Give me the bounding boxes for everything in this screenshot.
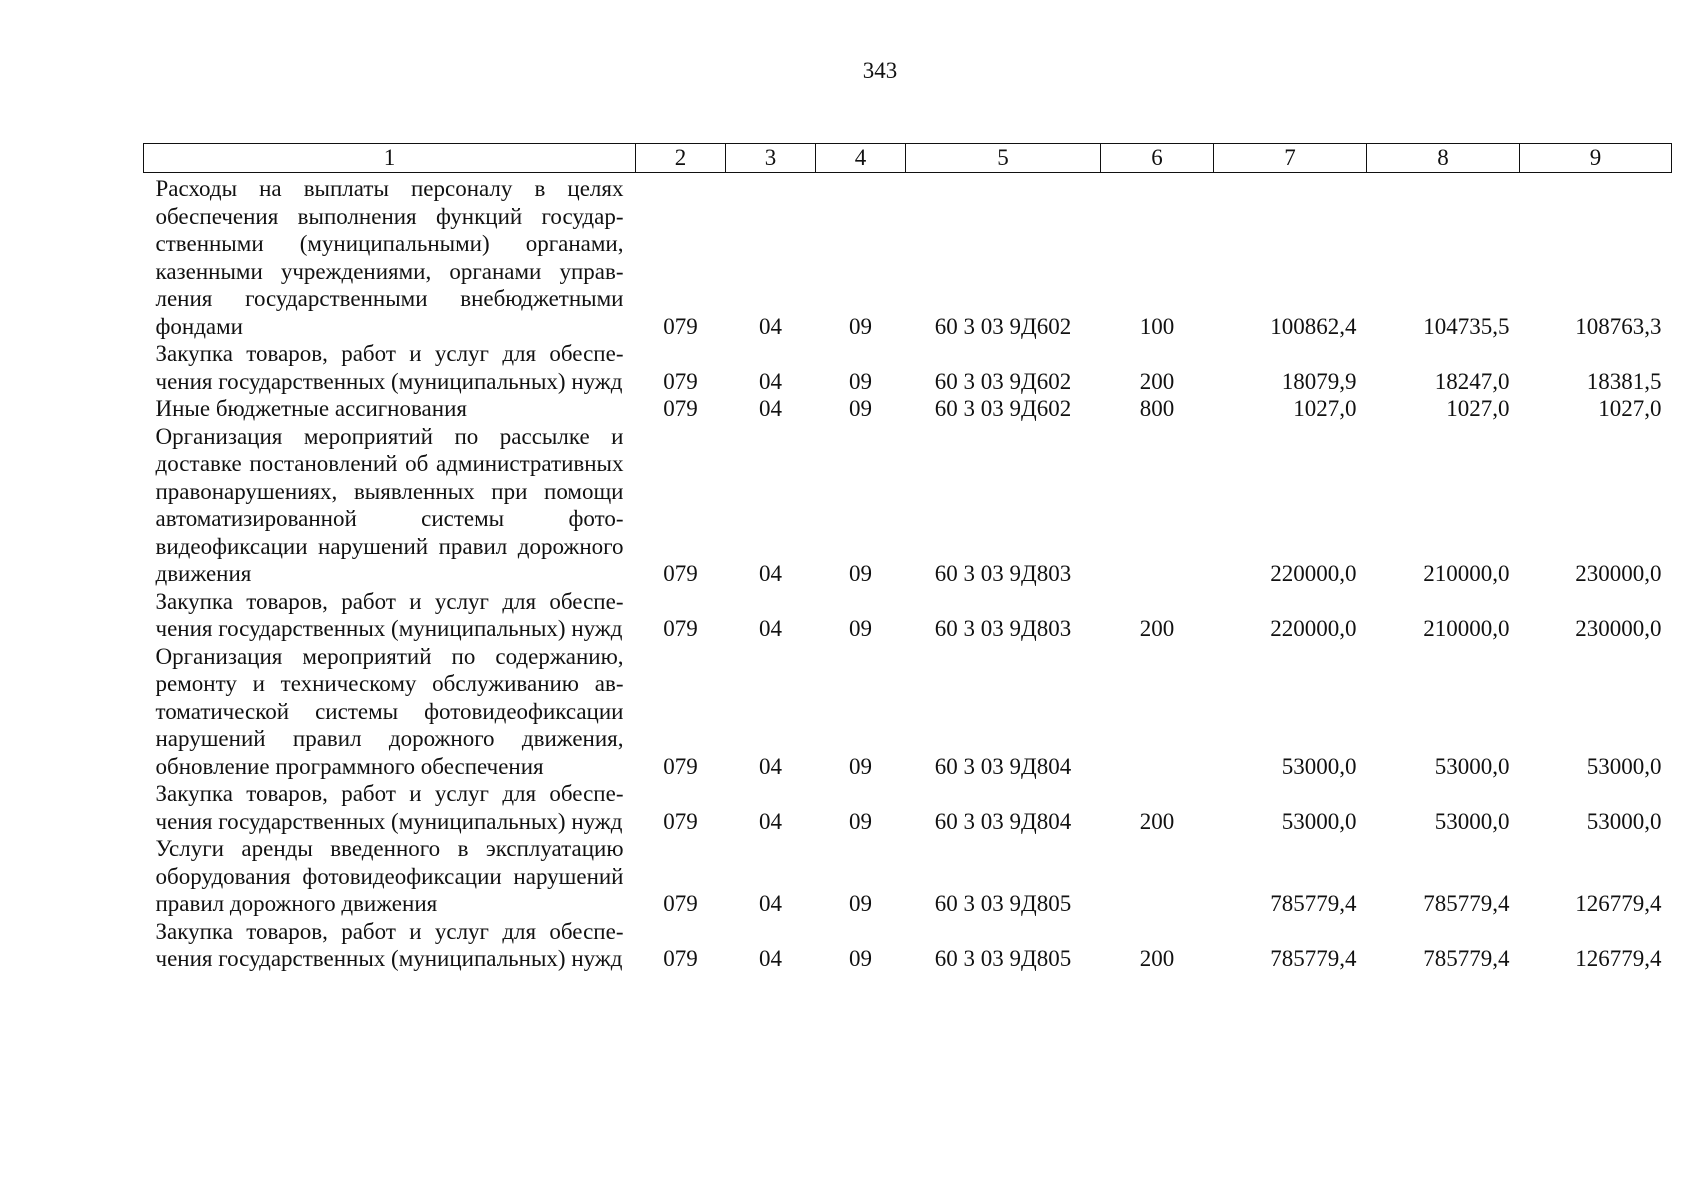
table-row	[144, 780, 1672, 835]
row-expense-type: 200	[1139, 946, 1175, 971]
row-amount-year-1: 100862,4	[1270, 313, 1357, 339]
row-subsection-code: 09	[849, 753, 872, 779]
row-subsection-code: 09	[849, 561, 872, 586]
row-target-article: 60 3 03 9Д803	[934, 616, 1072, 641]
row-section-code: 04	[759, 616, 782, 641]
row-amount-year-2: 104735,5	[1423, 313, 1510, 339]
column-header-6: 6	[1101, 144, 1214, 173]
row-subsection-code: 09	[849, 616, 872, 641]
row-amount-year-1: 53000,0	[1281, 753, 1357, 779]
row-ministry-code: 079	[663, 808, 698, 834]
row-amount-year-3: 53000,0	[1586, 808, 1662, 834]
row-ministry-code: 079	[663, 561, 698, 586]
row-subsection-code: 09	[849, 946, 872, 971]
row-section-code: 04	[759, 753, 782, 779]
row-amount-year-3: 230000,0	[1575, 561, 1662, 586]
row-amount-year-1: 220000,0	[1270, 616, 1357, 641]
row-amount-year-1: 785779,4	[1270, 891, 1357, 916]
row-expense-type: 200	[1139, 368, 1175, 394]
page-number: 343	[862, 58, 898, 83]
row-amount-year-2: 18247,0	[1434, 368, 1510, 394]
row-ministry-code: 079	[663, 946, 698, 971]
row-target-article: 60 3 03 9Д804	[934, 753, 1072, 779]
row-ministry-code: 079	[663, 368, 698, 394]
column-header-1: 1	[144, 144, 636, 173]
row-section-code: 04	[759, 808, 782, 834]
row-ministry-code: 079	[663, 396, 698, 421]
row-amount-year-2: 785779,4	[1423, 891, 1510, 916]
row-target-article: 60 3 03 9Д805	[934, 891, 1072, 916]
row-amount-year-1: 53000,0	[1281, 808, 1357, 834]
row-section-code: 04	[759, 891, 782, 916]
column-header-3: 3	[726, 144, 816, 173]
table-row	[144, 340, 1672, 395]
row-description: Услуги аренды введенного в эксплуатацию оборудования фотовидеофиксации нарушений правил дорожного движения	[155, 836, 624, 916]
header-row	[144, 144, 1672, 173]
row-expense-type: 200	[1139, 616, 1175, 641]
row-amount-year-2: 53000,0	[1434, 753, 1510, 779]
row-expense-type: 800	[1139, 396, 1175, 421]
table-row	[144, 588, 1672, 643]
row-amount-year-1: 18079,9	[1281, 368, 1357, 394]
table-body	[144, 173, 1672, 973]
column-header-4: 4	[816, 144, 906, 173]
row-description: Закупка товаров, работ и услуг для обеспечения государственных (муниципальных) нужд	[155, 341, 624, 394]
budget-table	[143, 143, 1672, 973]
row-expense-type: 200	[1139, 808, 1175, 834]
row-section-code: 04	[759, 396, 782, 421]
column-header-5: 5	[906, 144, 1101, 173]
row-target-article: 60 3 03 9Д803	[934, 561, 1072, 586]
row-amount-year-3: 53000,0	[1586, 753, 1662, 779]
row-amount-year-3: 126779,4	[1575, 946, 1662, 971]
column-header-9: 9	[1520, 144, 1672, 173]
row-amount-year-2: 1027,0	[1446, 396, 1510, 421]
row-section-code: 04	[759, 946, 782, 971]
table-row	[144, 395, 1672, 423]
row-ministry-code: 079	[663, 891, 698, 916]
row-subsection-code: 09	[849, 396, 872, 421]
row-subsection-code: 09	[849, 808, 872, 834]
row-amount-year-3: 1027,0	[1598, 396, 1662, 421]
row-expense-type	[1101, 835, 1214, 918]
row-ministry-code: 079	[663, 313, 698, 339]
row-expense-type: 100	[1139, 313, 1175, 339]
row-section-code: 04	[759, 313, 782, 339]
row-description: Закупка товаров, работ и услуг для обеспечения государственных (муниципальных) нужд	[155, 781, 624, 834]
row-amount-year-1: 785779,4	[1270, 946, 1357, 971]
column-header-2: 2	[636, 144, 726, 173]
table-row	[144, 173, 1672, 341]
row-amount-year-2: 210000,0	[1423, 561, 1510, 586]
row-target-article: 60 3 03 9Д805	[934, 946, 1072, 971]
row-target-article: 60 3 03 9Д602	[934, 368, 1072, 394]
table-row	[144, 835, 1672, 918]
row-expense-type	[1101, 643, 1214, 781]
table-row	[144, 423, 1672, 588]
row-description: Закупка товаров, работ и услуг для обеспечения государственных (муниципальных) нужд	[155, 588, 624, 641]
row-target-article: 60 3 03 9Д602	[934, 396, 1072, 421]
row-amount-year-1: 220000,0	[1270, 561, 1357, 586]
table-header	[144, 144, 1672, 173]
row-subsection-code: 09	[849, 368, 872, 394]
row-amount-year-2: 210000,0	[1423, 616, 1510, 641]
row-amount-year-1: 1027,0	[1293, 396, 1357, 421]
table-row	[144, 918, 1672, 973]
row-amount-year-3: 18381,5	[1586, 368, 1662, 394]
row-section-code: 04	[759, 561, 782, 586]
row-target-article: 60 3 03 9Д602	[934, 313, 1072, 339]
row-expense-type	[1101, 423, 1214, 588]
row-description: Иные бюджетные ассигнования	[155, 396, 467, 421]
row-subsection-code: 09	[849, 313, 872, 339]
table-row	[144, 643, 1672, 781]
row-amount-year-3: 126779,4	[1575, 891, 1662, 916]
row-description: Закупка товаров, работ и услуг для обеспечения государственных (муниципальных) нужд	[155, 918, 624, 971]
row-section-code: 04	[759, 368, 782, 394]
row-ministry-code: 079	[663, 616, 698, 641]
column-header-8: 8	[1367, 144, 1520, 173]
row-description: Расходы на выплаты персоналу в целях обеспечения выполнения функций государственными (муниципальными) органами, казенными учреждениями, органами управления государственными внебюджетными фондами	[155, 176, 624, 339]
row-amount-year-3: 230000,0	[1575, 616, 1662, 641]
row-ministry-code: 079	[663, 753, 698, 779]
row-subsection-code: 09	[849, 891, 872, 916]
column-header-7: 7	[1214, 144, 1367, 173]
row-amount-year-2: 785779,4	[1423, 946, 1510, 971]
row-description: Организация мероприятий по рассылке и доставке постановлений об административных правонарушениях, выявленных при помощи автоматизированной системы фотовидеофиксации нарушений правил дорожного движения	[155, 423, 624, 586]
row-amount-year-2: 53000,0	[1434, 808, 1510, 834]
row-amount-year-3: 108763,3	[1575, 313, 1662, 339]
row-target-article: 60 3 03 9Д804	[934, 808, 1072, 834]
row-description: Организация мероприятий по содержанию, ремонту и техническому обслуживанию автоматической системы фотовидеофиксации нарушений правил дорожного движения, обновление программного обеспечения	[155, 643, 624, 779]
